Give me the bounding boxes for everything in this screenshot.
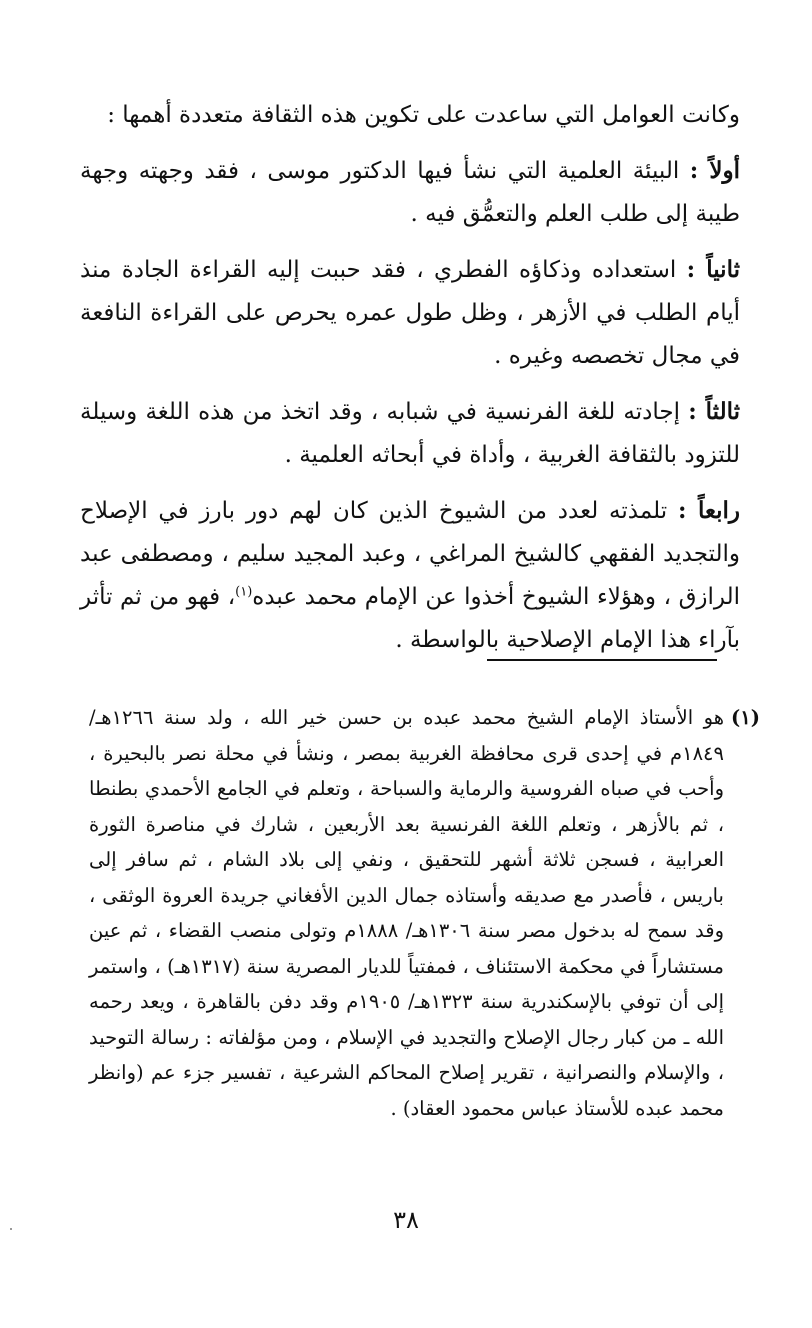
point-first-text: البيئة العلمية التي نشأ فيها الدكتور موسى ، فقد وجهته وجهة طيبة إلى طلب العلم والتعمُّق فيه . xyxy=(80,158,740,227)
page-number: ٣٨ xyxy=(393,1206,419,1234)
point-first xyxy=(80,149,740,236)
footnote-marker: (١) xyxy=(731,706,760,729)
footnote-reference[interactable]: (١) xyxy=(235,584,253,600)
point-third xyxy=(80,390,740,477)
main-text xyxy=(80,94,740,674)
point-second xyxy=(80,248,740,378)
intro-text: وكانت العوامل التي ساعدت على تكوين هذه الثقافة متعددة أهمها : xyxy=(107,102,740,128)
point-fourth-lead: رابعاً : xyxy=(678,497,741,524)
point-second-lead: ثانياً : xyxy=(686,256,740,283)
point-third-lead: ثالثاً : xyxy=(688,398,741,425)
intro-paragraph xyxy=(80,94,740,137)
point-fourth-text: تلمذته لعدد من الشيوخ الذين كان لهم دور بارز في الإصلاح والتجديد الفقهي كالشيخ المراغي ، وعبد المجيد سليم ، ومصطفى عبد الرازق ، وهؤلاء الشيوخ أخذوا عن الإمام محمد عبده xyxy=(80,498,740,610)
point-first-lead: أولاً : xyxy=(689,157,740,184)
footnote-separator xyxy=(487,659,717,661)
footnote-text: هو الأستاذ الإمام الشيخ محمد عبده بن حسن خير الله ، ولد سنة ١٢٦٦هـ/ ١٨٤٩م في إحدى قرى محافظة الغربية بمصر ، ونشأ في محلة نصر بالبحيرة ، وأحب في صباه الفروسية والرماية والسباحة ، وتعلم في الجامع الأحمدي بطنطا ، ثم بالأزهر ، وتعلم اللغة الفرنسية بعد الأربعين ، شارك في مناصرة الثورة العرابية ، فسجن ثلاثة أشهر للتحقيق ، ونفي إلى بلاد الشام ، ثم سافر إلى باريس ، فأصدر مع صديقه وأستاذه جمال الدين الأفغاني جريدة العروة الوثقى ، وقد سمح له بدخول مصر سنة ١٣٠٦هـ/ ١٨٨٨م وتولى منصب القضاء ، ثم عين مستشاراً في محكمة الاستئناف ، فمفتياً للديار المصرية سنة (١٣١٧هـ) ، واستمر إلى أن توفي بالإسكندرية سنة ١٣٢٣هـ/ ١٩٠٥م وقد دفن بالقاهرة ، ويعد رحمه الله ـ من كبار رجال الإصلاح والتجديد في الإسلام ، ومن مؤلفاته : رسالة التوحيد ، والإسلام والنصرانية ، تقرير إصلاح المحاكم الشرعية ، تفسير جزء عم (وانظر محمد عبده للأستاذ عباس محمود العقاد) . xyxy=(89,706,725,1120)
point-third-text: إجادته للغة الفرنسية في شبابه ، وقد اتخذ من هذه اللغة وسيلة للتزود بالثقافة الغربية ، وأداة في أبحاثه العلمية . xyxy=(80,399,740,468)
point-fourth-text-end: ، فهو من ثم تأثر بآراء هذا الإمام الإصلاحية بالواسطة . xyxy=(80,584,740,653)
point-second-text: استعداده وذكاؤه الفطري ، فقد حببت إليه القراءة الجادة منذ أيام الطلب في الأزهر ، وظل طول عمره يحرص على القراءة النافعة في مجال تخصصه وغيره . xyxy=(80,257,740,369)
margin-mark xyxy=(10,1228,12,1230)
point-fourth xyxy=(80,489,740,662)
